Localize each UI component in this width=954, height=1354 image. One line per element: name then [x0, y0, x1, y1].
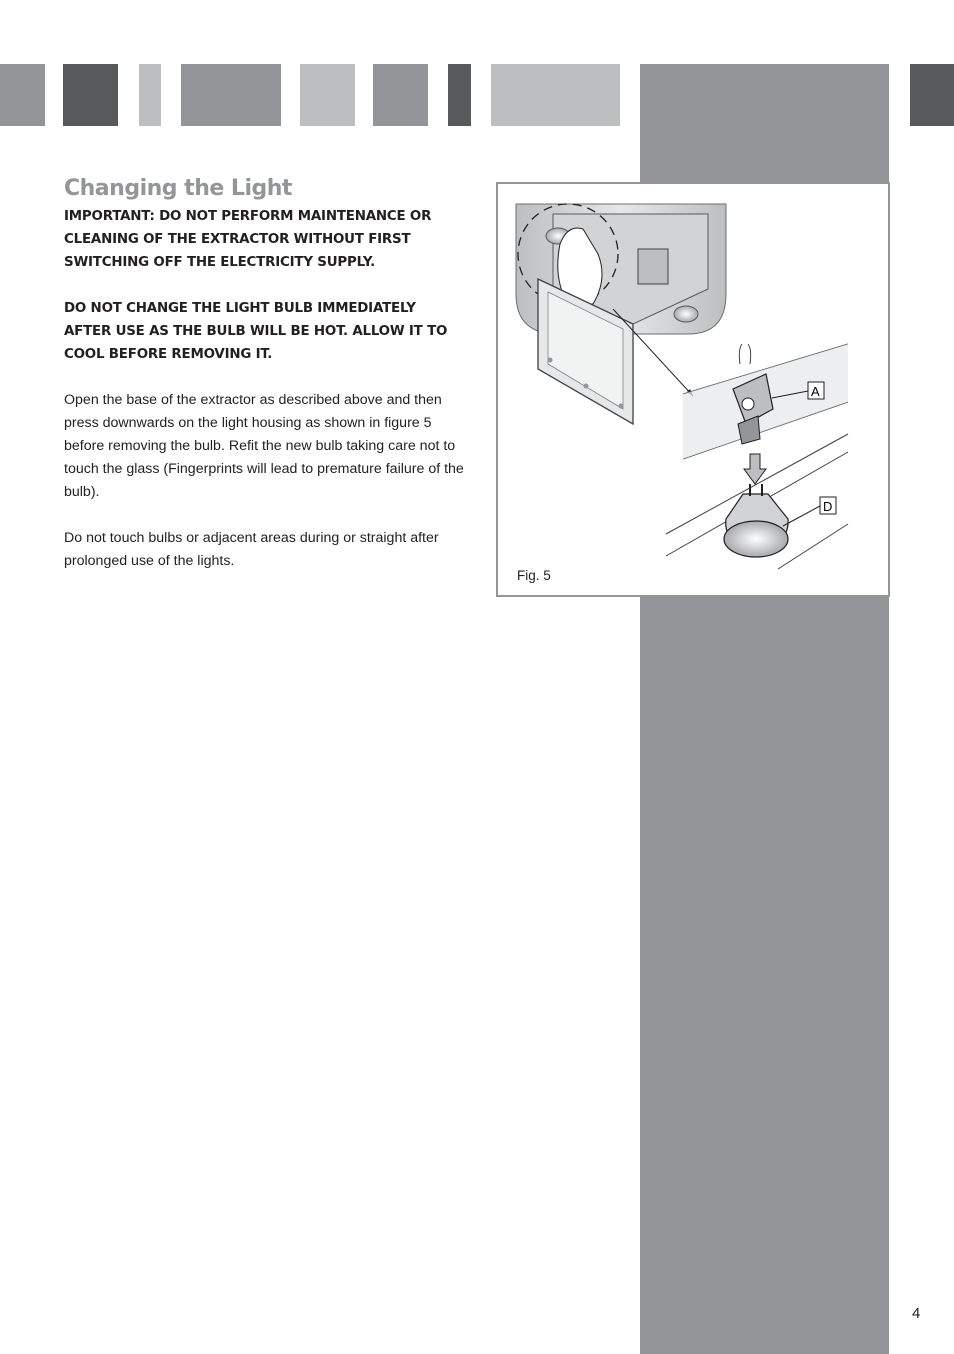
instructions-paragraph: Open the base of the extractor as described above and then press downwards on the light housing as shown in figure 5 before removing the bulb. Refit the new bulb taking care not to touch the glass (Fingerprints will lead to premature failure of the bulb). [64, 392, 464, 500]
header-bar-3 [139, 64, 161, 126]
warning-electricity: IMPORTANT: DO NOT PERFORM MAINTENANCE OR CLEANING OF THE EXTRACTOR WITHOUT FIRST SWITCHING OFF THE ELECTRICITY SUPPLY. [64, 209, 432, 270]
bulb-diagram-illustration [498, 184, 888, 595]
section-title: Changing the Light [64, 176, 292, 201]
figure-5 [496, 182, 890, 597]
header-bar-6 [373, 64, 428, 126]
section-content [64, 176, 464, 596]
figure-caption: Fig. 5 [517, 568, 551, 583]
header-bar-4 [181, 64, 281, 126]
label-a: A [811, 384, 820, 399]
header-bar-8 [491, 64, 620, 126]
header-bar-5 [300, 64, 355, 126]
warning-hot-bulb: DO NOT CHANGE THE LIGHT BULB IMMEDIATELY AFTER USE AS THE BULB WILL BE HOT. ALLOW IT TO COOL BEFORE REMOVING IT. [64, 301, 448, 362]
header-bar-2 [63, 64, 118, 126]
page-number: 4 [912, 1305, 921, 1322]
label-d: D [823, 499, 833, 514]
caution-paragraph: Do not touch bulbs or adjacent areas during or straight after prolonged use of the lights. [64, 530, 439, 569]
header-bar-10 [910, 64, 954, 126]
header-bar-1 [0, 64, 45, 126]
header-bar-7 [448, 64, 471, 126]
